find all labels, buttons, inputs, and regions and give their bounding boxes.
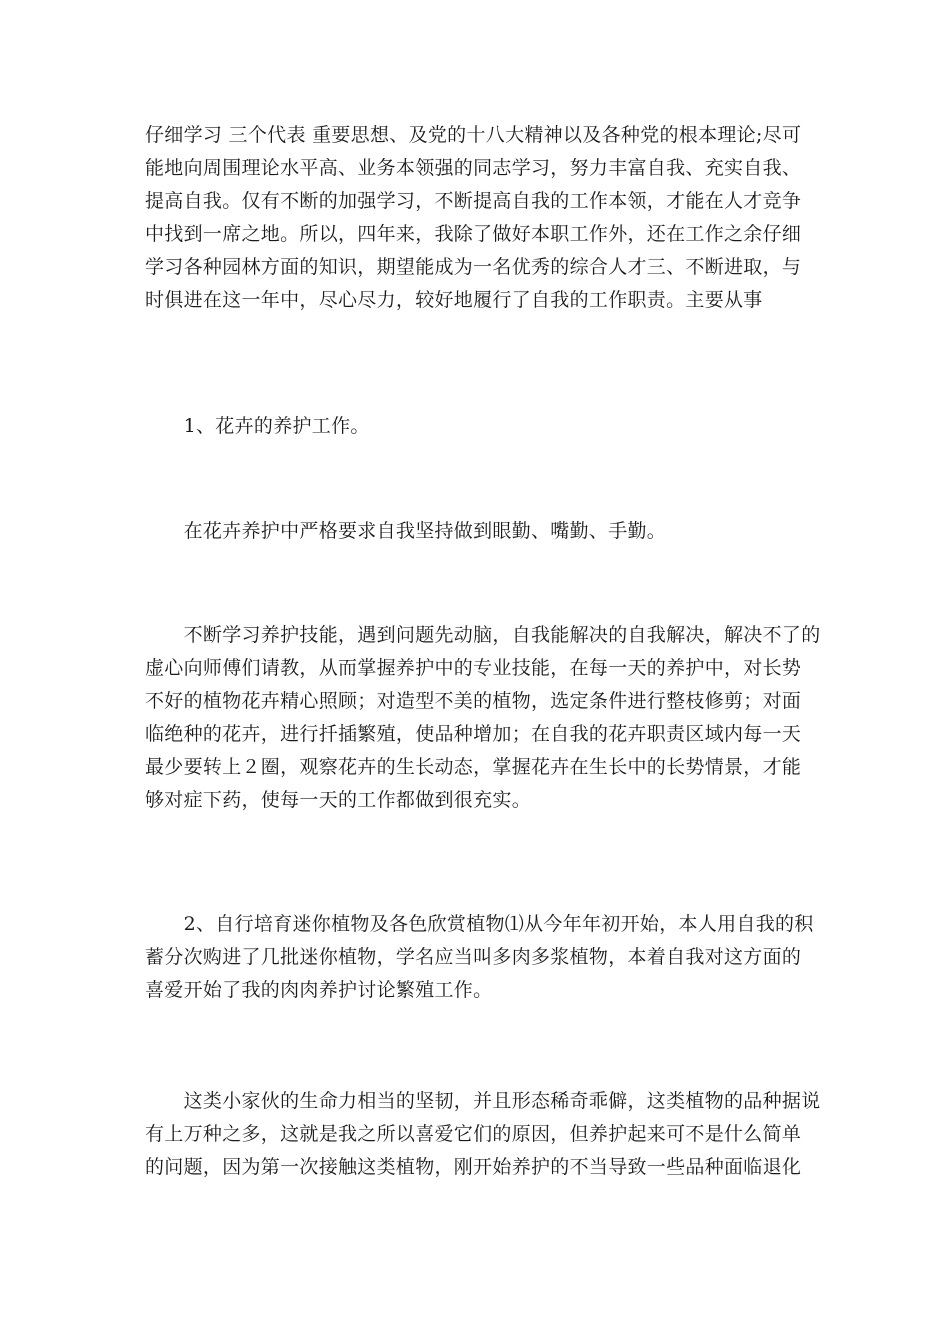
text-line: 临绝种的花卉，进行扦插繁殖，使品种增加；在自我的花卉职责区域内每一天 (145, 723, 802, 745)
paragraph-skills (145, 619, 821, 817)
text-line: 提高自我。仅有不断的加强学习，不断提高自我的工作本领，才能在人才竞争 (145, 190, 802, 212)
text-line: 蓄分次购进了几批迷你植物，学名应当叫多肉多浆植物，本着自我对这方面的 (145, 946, 802, 968)
text-line: 够对症下药，使每一天的工作都做到很充实。 (145, 789, 532, 811)
text-line: 中找到一席之地。所以，四年来，我除了做好本职工作外，还在工作之余仔细 (145, 223, 802, 245)
paragraph-diligence (145, 515, 815, 548)
text-line: 的问题，因为第一次接触这类植物，刚开始养护的不当导致一些品种面临退化 (145, 1156, 802, 1178)
text-line: 不好的植物花卉精心照顾；对造型不美的植物，选定条件进行整枝修剪；对面 (145, 690, 802, 712)
text-line: 不断学习养护技能，遇到问题先动脑，自我能解决的自我解决，解决不了的 (145, 624, 821, 646)
paragraph-succulents (145, 1085, 821, 1184)
text-line: 仔细学习 三个代表 重要思想、及党的十八大精神以及各种党的根本理论;尽可 (145, 124, 802, 146)
paragraph-study (145, 119, 815, 317)
text-line: 这类小家伙的生命力相当的坚韧，并且形态稀奇乖僻，这类植物的品种据说 (145, 1090, 821, 1112)
text-line: 在花卉养护中严格要求自我坚持做到眼勤、嘴勤、手勤。 (145, 520, 667, 542)
text-line: 喜爱开始了我的肉肉养护讨论繁殖工作。 (145, 979, 493, 1001)
text-line: 最少要转上２圈，观察花卉的生长动态，掌握花卉在生长中的长势情景，才能 (145, 756, 802, 778)
text-line: 能地向周围理论水平高、业务本领强的同志学习，努力丰富自我、充实自我、 (145, 157, 802, 179)
text-line: 2、自行培育迷你植物及各色欣赏植物⑴从今年年初开始，本人用自我的积 (145, 913, 814, 935)
text-line: 时俱进在这一年中，尽心尽力，较好地履行了自我的工作职责。主要从事 (145, 289, 763, 311)
section-heading-mini-plants (145, 908, 815, 1007)
section-heading-flower-care (145, 410, 815, 443)
text-line: 有上万种之多，这就是我之所以喜爱它们的原因，但养护起来可不是什么简单 (145, 1123, 802, 1145)
text-line: 学习各种园林方面的知识，期望能成为一名优秀的综合人才三、不断进取，与 (145, 256, 802, 278)
text-line: 1、花卉的养护工作。 (145, 415, 370, 437)
text-line: 虚心向师傅们请教，从而掌握养护中的专业技能，在每一天的养护中，对长势 (145, 657, 802, 679)
